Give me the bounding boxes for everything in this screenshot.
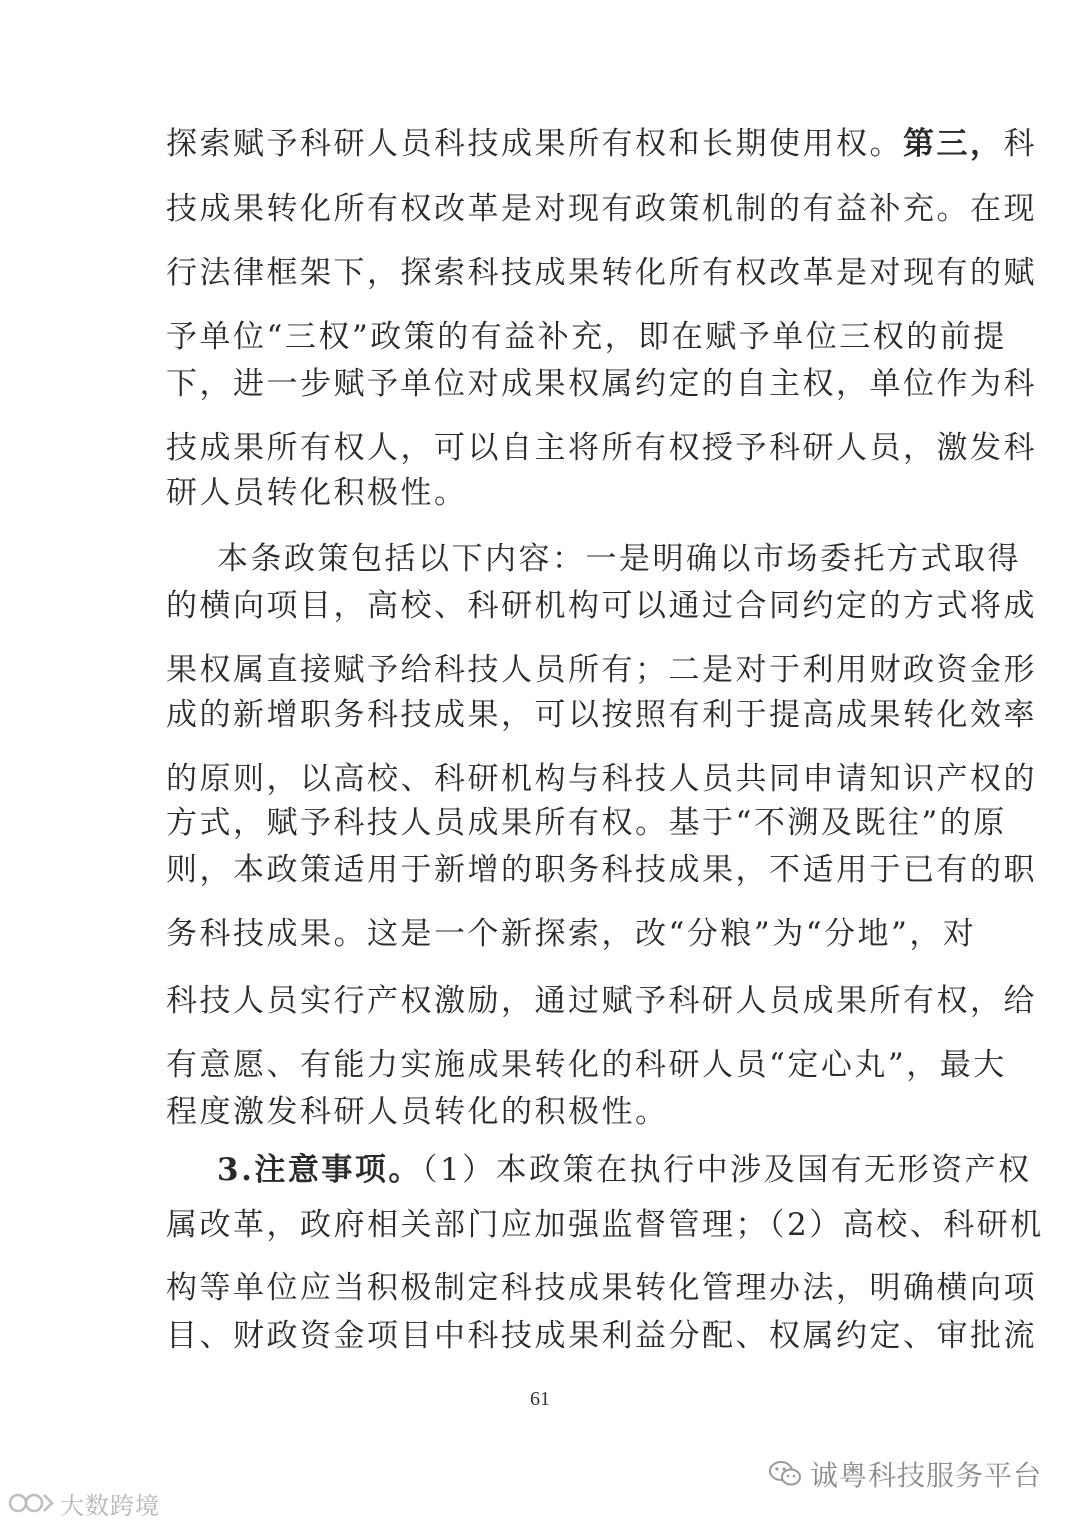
text-run: 予单位“三权”政策的有益补充，即在赋予单位三权的前提 (166, 319, 1007, 355)
text-run: 的横向项目，高校、科研机构可以通过合同约定的方式将成 (166, 588, 1037, 624)
text-line (166, 904, 977, 964)
text-run: 属改革，政府相关部门应加强监督管理；（2）高校、科研机 (166, 1207, 1044, 1243)
text-run: 行法律框架下，探索科技成果转化所有权改革是对现有的赋 (166, 255, 1037, 291)
text-run: 研人员转化积极性。 (166, 475, 468, 511)
text-run: 有意愿、有能力实施成果转化的科研人员“定心丸”，最大 (166, 1047, 1007, 1083)
text-line (166, 1082, 916, 1142)
text-line (166, 114, 1037, 174)
text-run: 构等单位应当积极制定科技成果转化管理办法，明确横向项 (166, 1270, 1037, 1306)
text-run: （1）本政策在执行中涉及国有无形资产权 (421, 1152, 1032, 1188)
page-number: 61 (530, 1388, 550, 1410)
text-line (166, 1306, 1037, 1366)
text-line (166, 840, 1037, 900)
text-run: 科技人员实行产权激励，通过赋予科研人员成果所有权，给 (166, 983, 1037, 1019)
text-line (166, 463, 916, 523)
text-run: 成的新增职务科技成果，可以按照有利于提高成果转化效率 (166, 697, 1037, 733)
text-run: 科 (1003, 126, 1037, 162)
text-line (166, 243, 1037, 303)
text-run: 下，进一步赋予单位对成果权属约定的自主权，单位作为科 (166, 366, 1037, 402)
text-run: 技成果所有权人，可以自主将所有权授予科研人员，激发科 (166, 430, 1037, 466)
text-run: 目、财政资金项目中科技成果利益分配、权属约定、审批流 (166, 1318, 1037, 1354)
text-run: 本条政策包括以下内容：一是明确以市场委托方式取得 (217, 541, 1021, 577)
text-run: 技成果转化所有权改革是对现有政策机制的有益补充。在现 (166, 191, 1037, 227)
platform-watermark (768, 1454, 1042, 1494)
text-line (166, 354, 1037, 414)
bold-text-run: 3.注意事项。 (217, 1152, 422, 1188)
text-run: 务科技成果。这是一个新探索，改“分粮”为“分地”，对 (166, 916, 977, 952)
source-watermark-text: 大数跨境 (60, 1491, 160, 1520)
bold-text-run: 第三， (903, 126, 1004, 162)
source-watermark (8, 1486, 160, 1520)
text-run: 程度激发科研人员转化的积极性。 (166, 1094, 669, 1130)
text-line (166, 1195, 1044, 1255)
text-run: 则，本政策适用于新增的职务科技成果，不适用于已有的职 (166, 852, 1037, 888)
text-line (166, 576, 1037, 636)
wechat-icon (768, 1459, 802, 1489)
brand-logo-icon (8, 1489, 54, 1517)
text-line (166, 971, 1037, 1031)
text-line (166, 1140, 1032, 1200)
text-run: 探索赋予科研人员科技成果所有权和长期使用权。 (166, 126, 903, 162)
text-run: 果权属直接赋予给科技人员所有；二是对于利用财政资金形 (166, 652, 1037, 688)
text-line (166, 179, 1037, 239)
text-line (166, 685, 1037, 745)
text-run: 的原则，以高校、科研机构与科技人员共同申请知识产权的 (166, 761, 1037, 797)
platform-watermark-text: 诚粤科技服务平台 (809, 1459, 1042, 1492)
text-run: 方式，赋予科技人员成果所有权。基于“不溯及既往”的原 (166, 805, 1007, 841)
